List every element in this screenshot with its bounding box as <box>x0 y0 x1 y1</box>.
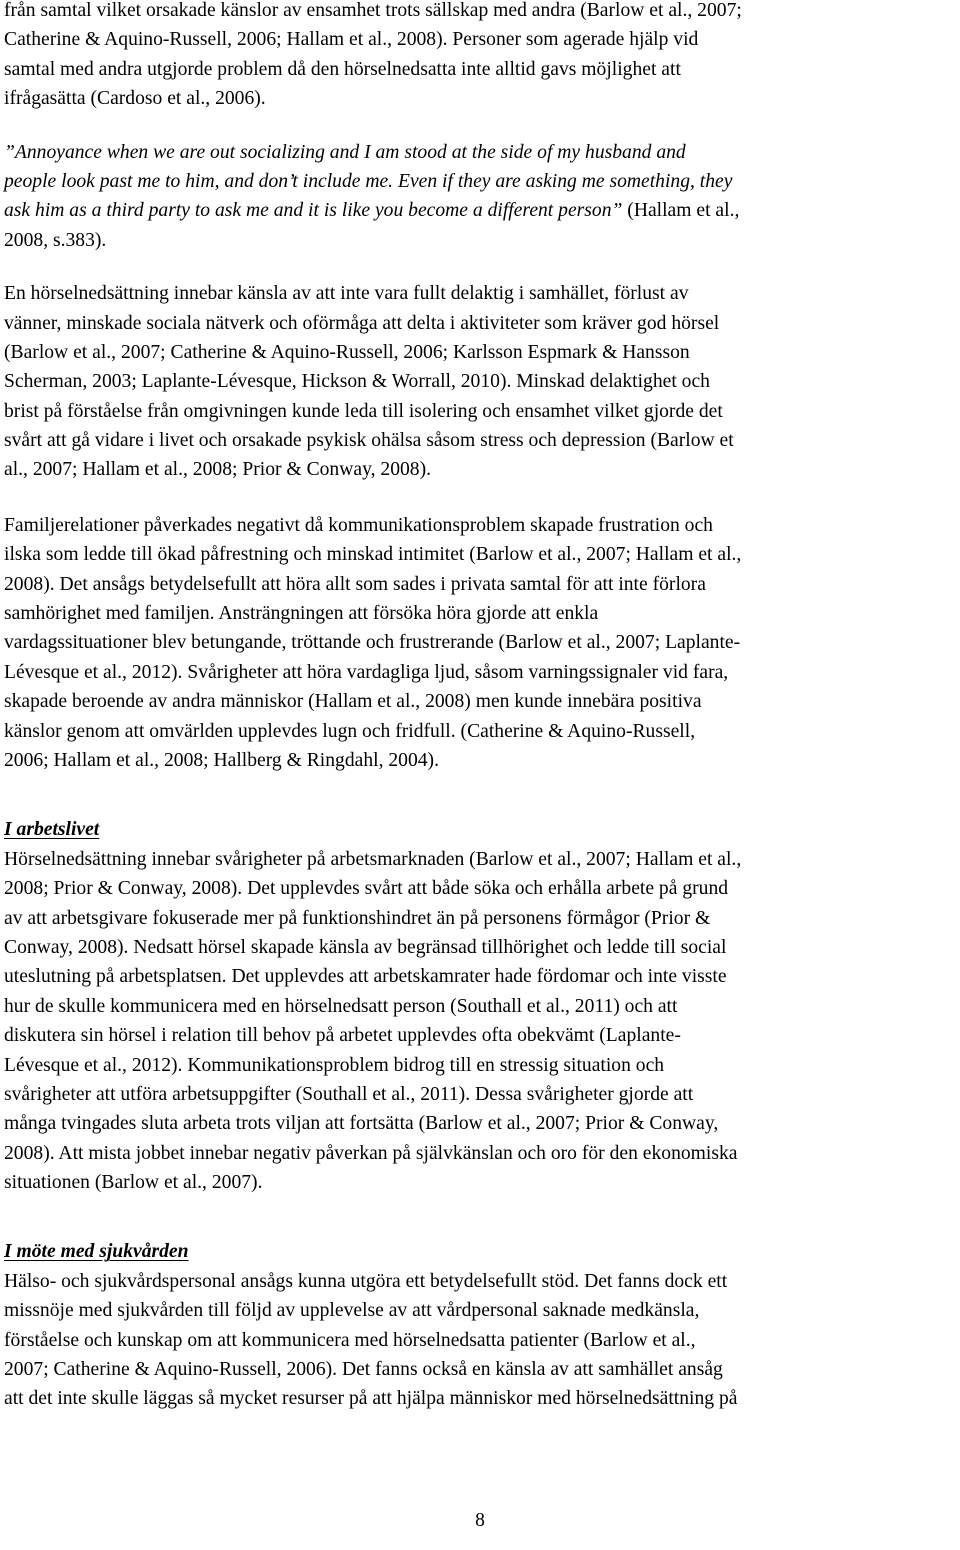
section-spacer <box>4 1197 954 1237</box>
text-line: ilska som ledde till ökad påfrestning och minskad intimitet (Barlow et al., 2007; Hallam et al., <box>4 544 742 566</box>
paragraph-spacer <box>4 255 954 279</box>
paragraph-work <box>4 845 954 1198</box>
text-line: många tvingades sluta arbeta trots viljan att fortsätta (Barlow et al., 2007; Prior & Conway, <box>4 1113 719 1135</box>
text-line: förståelse och kunskap om att kommunicera med hörselnedsatta patienter (Barlow et al., <box>4 1329 696 1351</box>
text-line: al., 2007; Hallam et al., 2008; Prior & Conway, 2008). <box>4 459 432 481</box>
paragraph-care <box>4 1267 954 1414</box>
paragraph-intro <box>4 0 954 114</box>
text-line: brist på förståelse från omgivningen kunde leda till isolering och ensamhet vilket gjorde det <box>4 400 723 422</box>
quote-text: people look past me to him, and don’t include me. Even if they are asking me something, they <box>4 170 733 192</box>
text-line: Conway, 2008). Nedsatt hörsel skapade känsla av begränsad tillhörighet och ledde till social <box>4 936 727 958</box>
quote-line <box>4 226 954 255</box>
text-line: Familjerelationer påverkades negativt då kommunikationsproblem skapade frustration och <box>4 514 713 536</box>
text-line: Catherine & Aquino-Russell, 2006; Hallam et al., 2008). Personer som agerade hjälp vid <box>4 29 699 51</box>
section-spacer <box>4 775 954 815</box>
section-heading-work: I arbetslivet <box>4 819 100 841</box>
block-quote <box>4 138 954 256</box>
citation-text: (Hallam et al., <box>622 200 740 222</box>
text-line: känslor genom att omvärlden upplevdes lugn och fridfull. (Catherine & Aquino-Russell, <box>4 720 696 742</box>
text-line: 2006; Hallam et al., 2008; Hallberg & Ringdahl, 2004). <box>4 749 439 771</box>
quote-text: ”Annoyance when we are out socializing and I am stood at the side of my husband and <box>4 141 686 163</box>
text-line: Hälso- och sjukvårdspersonal ansågs kunna utgöra ett betydelsefullt stöd. Det fanns dock ett <box>4 1270 728 1292</box>
text-line: missnöje med sjukvården till följd av upplevelse av att vårdpersonal saknade medkänsla, <box>4 1300 700 1322</box>
text-line: 2008). Att mista jobbet innebar negativ påverkan på självkänslan och oro för den ekonomiska <box>4 1142 738 1164</box>
quote-text: ask him as a third party to ask me and it is like you become a different person” <box>4 200 623 222</box>
paragraph-family <box>4 511 954 776</box>
text-line: vardagssituationer blev betungande, tröttande och frustrerande (Barlow et al., 2007; Laplante- <box>4 632 741 654</box>
text-line: situationen (Barlow et al., 2007). <box>4 1172 263 1194</box>
quote-line <box>4 196 954 225</box>
text-line: från samtal vilket orsakade känslor av ensamhet trots sällskap med andra (Barlow et al., 2007; <box>4 0 742 21</box>
text-line: ifrågasätta (Cardoso et al., 2006). <box>4 88 266 110</box>
text-line: 2008). Det ansågs betydelsefullt att höra allt som sades i privata samtal för att inte förlora <box>4 573 706 595</box>
text-line: Lévesque et al., 2012). Svårigheter att höra vardagliga ljud, såsom varningssignaler vid fara, <box>4 661 729 683</box>
text-line: samtal med andra utgjorde problem då den hörselnedsatta inte alltid gavs möjlighet att <box>4 58 681 80</box>
section-heading-care: I möte med sjukvården <box>4 1241 189 1263</box>
text-line: Hörselnedsättning innebar svårigheter på arbetsmarknaden (Barlow et al., 2007; Hallam et al., <box>4 848 742 870</box>
text-line: skapade beroende av andra människor (Hallam et al., 2008) men kunde innebära positiva <box>4 691 702 713</box>
paragraph-spacer <box>4 114 954 138</box>
text-line: att det inte skulle läggas så mycket resurser på att hjälpa människor med hörselnedsättning på <box>4 1388 738 1410</box>
text-line: diskutera sin hörsel i relation till behov på arbetet upplevdes ofta obekvämt (Laplante- <box>4 1025 681 1047</box>
text-line: svårt att gå vidare i livet och orsakade psykisk ohälsa såsom stress och depression (Barlow et <box>4 430 734 452</box>
text-line: uteslutning på arbetsplatsen. Det upplevdes att arbetskamrater hade fördomar och inte visste <box>4 966 727 988</box>
document-page <box>4 0 954 1414</box>
text-line: Scherman, 2003; Laplante-Lévesque, Hickson & Worrall, 2010). Minskad delaktighet och <box>4 371 710 393</box>
text-line: Lévesque et al., 2012). Kommunikationsproblem bidrog till en stressig situation och <box>4 1054 665 1076</box>
text-line: (Barlow et al., 2007; Catherine & Aquino-Russell, 2006; Karlsson Espmark & Hansson <box>4 341 690 363</box>
text-line: av att arbetsgivare fokuserade mer på funktionshindret än på personens förmågor (Prior & <box>4 907 711 929</box>
page-number: 8 <box>475 1510 485 1531</box>
quote-line <box>4 138 954 167</box>
text-line: svårigheter att utföra arbetsuppgifter (Southall et al., 2011). Dessa svårigheter gjorde att <box>4 1083 694 1105</box>
text-line: hur de skulle kommunicera med en hörselnedsatt person (Southall et al., 2011) och att <box>4 995 678 1017</box>
text-line: En hörselnedsättning innebar känsla av att inte vara fullt delaktig i samhället, förlust av <box>4 283 689 305</box>
text-line: samhörighet med familjen. Ansträngningen att försöka höra gjorde att enkla <box>4 603 599 625</box>
text-line: 2008; Prior & Conway, 2008). Det upplevdes svårt att både söka och erhålla arbete på grund <box>4 878 729 900</box>
text-line: vänner, minskade sociala nätverk och oförmåga att delta i aktiviteter som kräver god hörsel <box>4 312 720 334</box>
paragraph-participation <box>4 279 954 485</box>
quote-line <box>4 167 954 196</box>
text-line: 2007; Catherine & Aquino-Russell, 2006). Det fanns också en känsla av att samhället ansåg <box>4 1359 723 1381</box>
citation-text: 2008, s.383). <box>4 229 107 251</box>
paragraph-spacer <box>4 485 954 511</box>
